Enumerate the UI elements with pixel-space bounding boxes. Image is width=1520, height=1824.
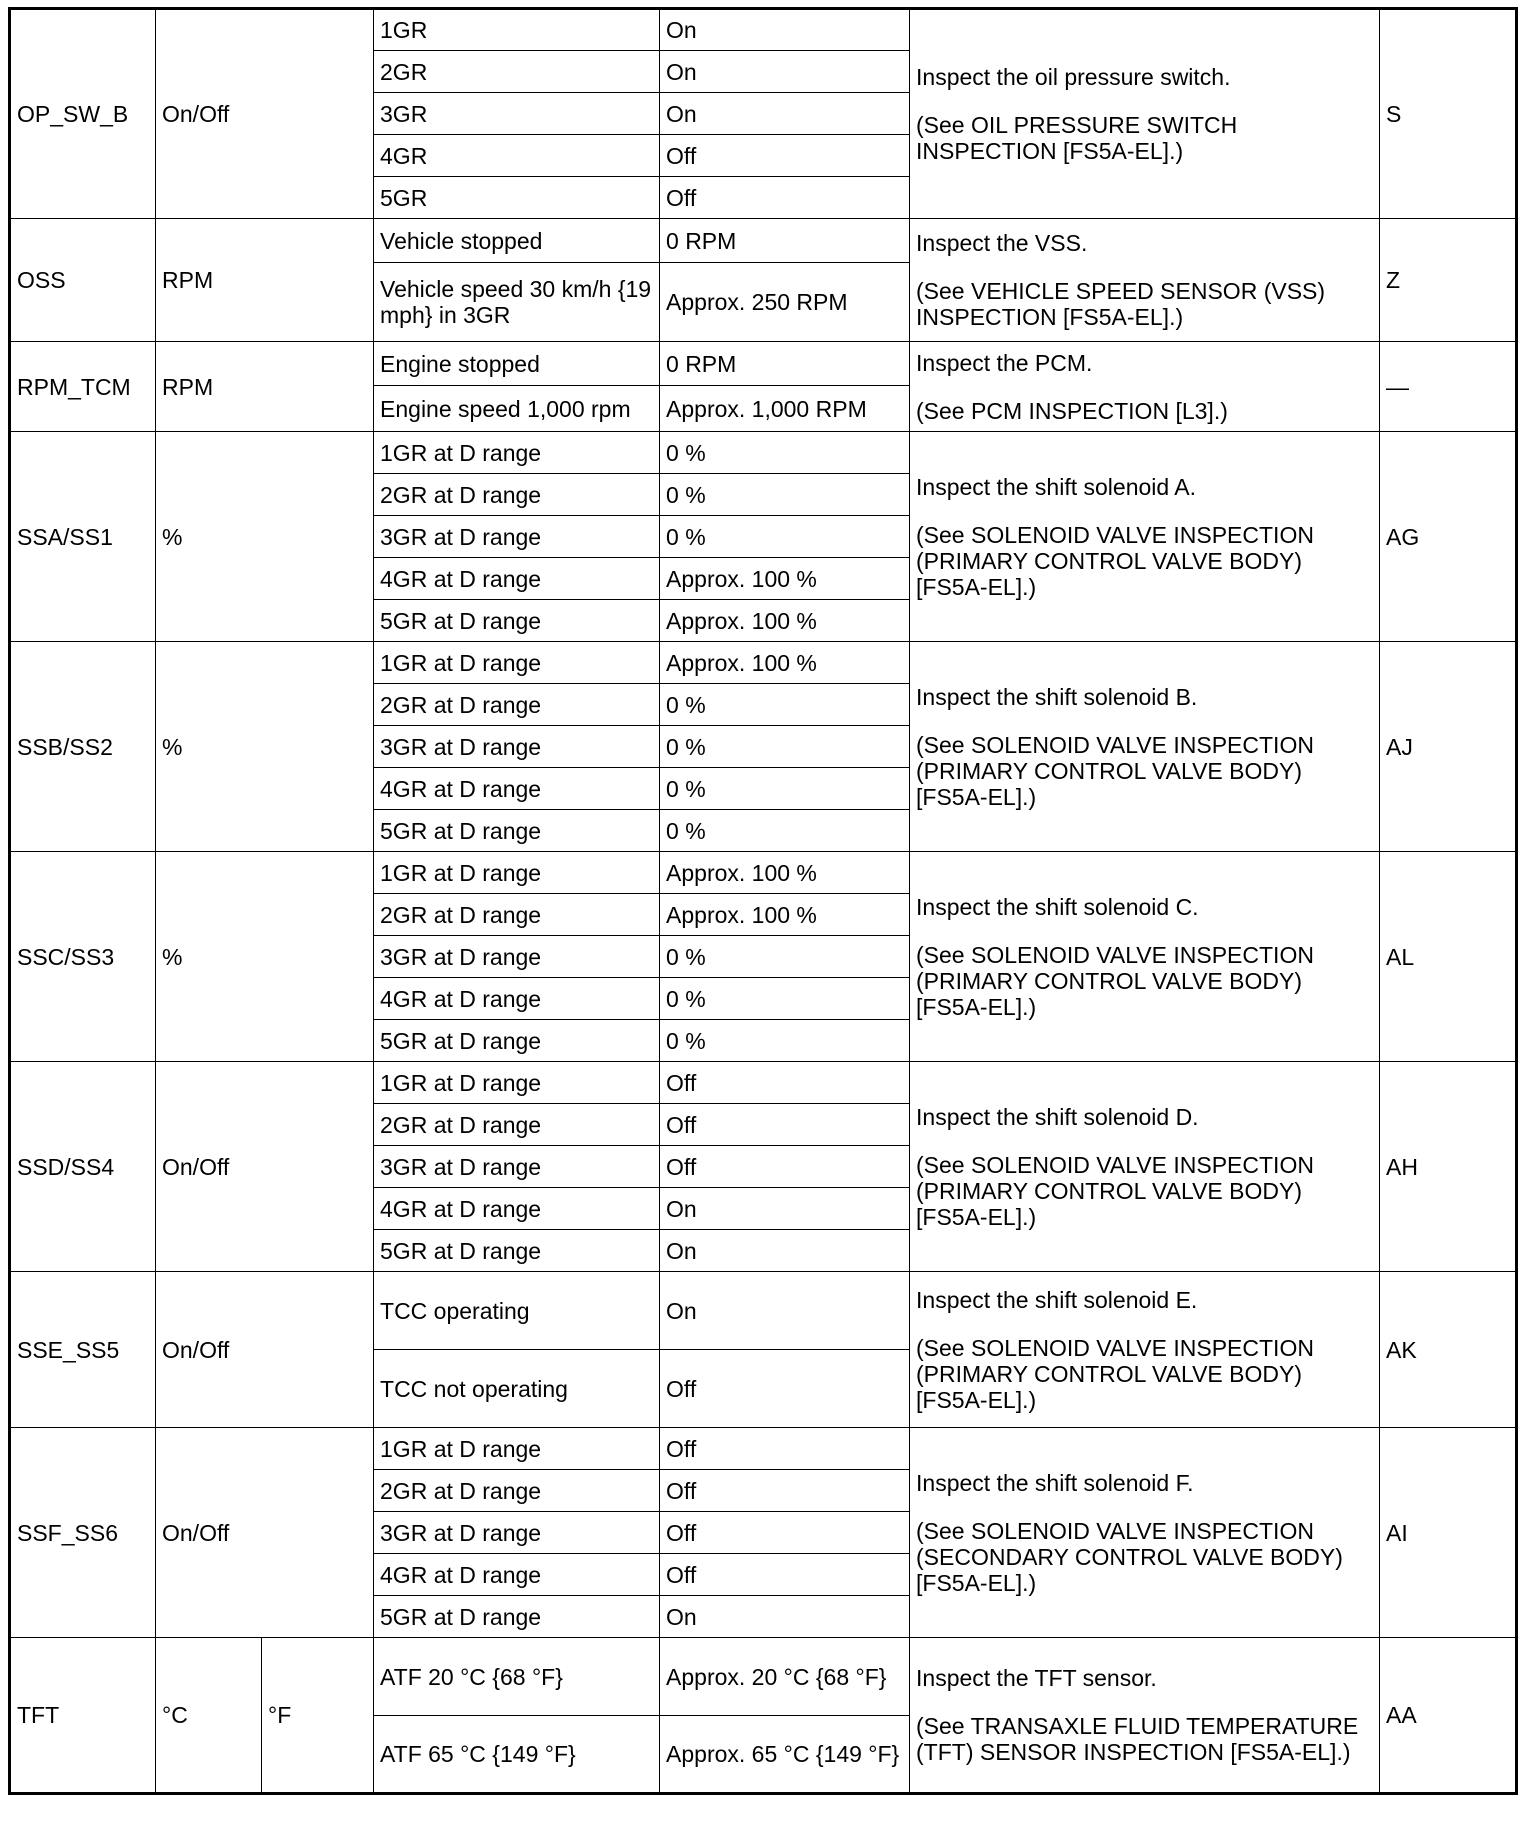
action-cell (910, 432, 1380, 642)
action-title: Inspect the VSS. (916, 230, 1088, 256)
value-cell: 0 % (660, 474, 910, 516)
action-cell (910, 1272, 1380, 1428)
condition-cell: 1GR at D range (374, 642, 660, 684)
value-cell: Approx. 100 % (660, 894, 910, 936)
condition-cell: 1GR at D range (374, 432, 660, 474)
condition-cell: 2GR at D range (374, 474, 660, 516)
action-reference: (See VEHICLE SPEED SENSOR (VSS) INSPECTION [FS5A-EL].) (916, 278, 1326, 330)
value-cell: On (660, 1230, 910, 1272)
monitor-item-table (8, 7, 1518, 1795)
value-cell: Off (660, 1104, 910, 1146)
condition-cell: 5GR at D range (374, 1230, 660, 1272)
condition-cell: 1GR (374, 9, 660, 51)
monitor-item-name: SSE_SS5 (10, 1272, 156, 1428)
terminal-cell: AA (1380, 1638, 1517, 1794)
action-reference: (See SOLENOID VALVE INSPECTION (PRIMARY CONTROL VALVE BODY) [FS5A-EL].) (916, 1151, 1314, 1230)
value-cell: Approx. 100 % (660, 852, 910, 894)
action-reference: (See SOLENOID VALVE INSPECTION (PRIMARY CONTROL VALVE BODY) [FS5A-EL].) (916, 1334, 1314, 1413)
unit-cell: On/Off (156, 1062, 374, 1272)
unit-cell: % (156, 852, 374, 1062)
condition-cell: 5GR at D range (374, 1596, 660, 1638)
action-reference: (See TRANSAXLE FLUID TEMPERATURE (TFT) SENSOR INSPECTION [FS5A-EL].) (916, 1713, 1359, 1765)
unit-cell: °C (156, 1638, 262, 1794)
action-title: Inspect the shift solenoid C. (916, 893, 1199, 920)
monitor-item-name: OSS (10, 219, 156, 342)
action-cell (910, 9, 1380, 219)
unit-cell: % (156, 642, 374, 852)
terminal-cell: AH (1380, 1062, 1517, 1272)
condition-cell: 4GR at D range (374, 1188, 660, 1230)
condition-cell: 3GR at D range (374, 936, 660, 978)
action-title: Inspect the shift solenoid A. (916, 473, 1197, 500)
terminal-cell: S (1380, 9, 1517, 219)
condition-cell: 5GR at D range (374, 1020, 660, 1062)
value-cell: 0 % (660, 810, 910, 852)
value-cell: Approx. 100 % (660, 642, 910, 684)
condition-cell: 3GR at D range (374, 1512, 660, 1554)
value-cell: 0 RPM (660, 219, 910, 263)
condition-cell: 2GR at D range (374, 894, 660, 936)
terminal-cell: — (1380, 342, 1517, 432)
monitor-item-name: SSA/SS1 (10, 432, 156, 642)
value-cell: Off (660, 1428, 910, 1470)
monitor-item-name: SSB/SS2 (10, 642, 156, 852)
value-cell: 0 % (660, 936, 910, 978)
value-cell: Off (660, 1062, 910, 1104)
value-cell: Approx. 20 °C {68 °F} (660, 1638, 910, 1716)
terminal-cell: AJ (1380, 642, 1517, 852)
condition-cell: Engine stopped (374, 342, 660, 386)
condition-cell: TCC operating (374, 1272, 660, 1350)
value-cell: Approx. 250 RPM (660, 263, 910, 342)
monitor-item-name: SSC/SS3 (10, 852, 156, 1062)
action-title: Inspect the shift solenoid F. (916, 1469, 1194, 1496)
value-cell: 0 RPM (660, 342, 910, 386)
action-reference: (See SOLENOID VALVE INSPECTION (PRIMARY CONTROL VALVE BODY) [FS5A-EL].) (916, 731, 1314, 810)
condition-cell: 2GR at D range (374, 1470, 660, 1512)
condition-cell: 2GR (374, 51, 660, 93)
value-cell: Off (660, 1350, 910, 1428)
condition-cell: 4GR (374, 135, 660, 177)
action-cell (910, 1062, 1380, 1272)
action-title: Inspect the shift solenoid D. (916, 1103, 1199, 1130)
unit-cell: On/Off (156, 1428, 374, 1638)
condition-cell: 5GR (374, 177, 660, 219)
value-cell: 0 % (660, 516, 910, 558)
action-cell (910, 219, 1380, 342)
value-cell: Off (660, 1146, 910, 1188)
value-cell: On (660, 51, 910, 93)
monitor-item-name: SSD/SS4 (10, 1062, 156, 1272)
condition-cell: 3GR at D range (374, 516, 660, 558)
condition-cell: ATF 65 °C {149 °F} (374, 1716, 660, 1794)
unit-cell: RPM (156, 219, 374, 342)
value-cell: On (660, 1272, 910, 1350)
table-row (10, 432, 1517, 474)
unit-cell: % (156, 432, 374, 642)
action-cell (910, 852, 1380, 1062)
monitor-item-name: OP_SW_B (10, 9, 156, 219)
table-row (10, 1428, 1517, 1470)
action-cell (910, 1638, 1380, 1794)
condition-cell: 4GR at D range (374, 768, 660, 810)
condition-cell: 1GR at D range (374, 1062, 660, 1104)
condition-cell: 4GR at D range (374, 1554, 660, 1596)
table-row (10, 642, 1517, 684)
value-cell: On (660, 93, 910, 135)
action-title: Inspect the shift solenoid E. (916, 1286, 1198, 1313)
table-row (10, 9, 1517, 51)
unit-cell: On/Off (156, 9, 374, 219)
condition-cell: 1GR at D range (374, 852, 660, 894)
value-cell: 0 % (660, 432, 910, 474)
action-title: Inspect the PCM. (916, 349, 1093, 376)
value-cell: On (660, 1596, 910, 1638)
action-title: Inspect the shift solenoid B. (916, 683, 1198, 710)
table-row (10, 342, 1517, 386)
value-cell: Off (660, 1554, 910, 1596)
value-cell: Approx. 65 °C {149 °F} (660, 1716, 910, 1794)
value-cell: 0 % (660, 684, 910, 726)
value-cell: Approx. 100 % (660, 558, 910, 600)
action-reference: (See OIL PRESSURE SWITCH INSPECTION [FS5A-EL].) (916, 112, 1238, 164)
action-reference: (See SOLENOID VALVE INSPECTION (PRIMARY CONTROL VALVE BODY) [FS5A-EL].) (916, 941, 1314, 1020)
table-row (10, 1062, 1517, 1104)
action-cell (910, 642, 1380, 852)
condition-cell: Vehicle speed 30 km/h {19 mph} in 3GR (374, 263, 660, 342)
action-reference: (See PCM INSPECTION [L3].) (916, 397, 1228, 424)
unit-cell: On/Off (156, 1272, 374, 1428)
monitor-item-name: SSF_SS6 (10, 1428, 156, 1638)
condition-cell: 3GR at D range (374, 726, 660, 768)
value-cell: 0 % (660, 978, 910, 1020)
terminal-cell: AI (1380, 1428, 1517, 1638)
action-cell (910, 1428, 1380, 1638)
condition-cell: ATF 20 °C {68 °F} (374, 1638, 660, 1716)
value-cell: Off (660, 177, 910, 219)
action-title: Inspect the oil pressure switch. (916, 64, 1231, 90)
condition-cell: 5GR at D range (374, 810, 660, 852)
condition-cell: 1GR at D range (374, 1428, 660, 1470)
condition-cell: 3GR (374, 93, 660, 135)
value-cell: Off (660, 1512, 910, 1554)
unit-cell: RPM (156, 342, 374, 432)
value-cell: 0 % (660, 768, 910, 810)
condition-cell: Vehicle stopped (374, 219, 660, 263)
table-row (10, 219, 1517, 263)
condition-cell: 4GR at D range (374, 558, 660, 600)
condition-cell: Engine speed 1,000 rpm (374, 386, 660, 432)
condition-cell: 3GR at D range (374, 1146, 660, 1188)
value-cell: On (660, 9, 910, 51)
condition-cell: 2GR at D range (374, 684, 660, 726)
table-row (10, 852, 1517, 894)
monitor-item-name: TFT (10, 1638, 156, 1794)
table-row (10, 1272, 1517, 1350)
value-cell: On (660, 1188, 910, 1230)
value-cell: Approx. 1,000 RPM (660, 386, 910, 432)
terminal-cell: AK (1380, 1272, 1517, 1428)
condition-cell: 2GR at D range (374, 1104, 660, 1146)
terminal-cell: AG (1380, 432, 1517, 642)
condition-cell: 5GR at D range (374, 600, 660, 642)
terminal-cell: AL (1380, 852, 1517, 1062)
condition-cell: 4GR at D range (374, 978, 660, 1020)
value-cell: 0 % (660, 1020, 910, 1062)
action-cell (910, 342, 1380, 432)
action-title: Inspect the TFT sensor. (916, 1665, 1157, 1691)
table-row (10, 1638, 1517, 1716)
unit-cell-secondary: °F (262, 1638, 374, 1794)
value-cell: 0 % (660, 726, 910, 768)
value-cell: Off (660, 135, 910, 177)
value-cell: Off (660, 1470, 910, 1512)
condition-cell: TCC not operating (374, 1350, 660, 1428)
action-reference: (See SOLENOID VALVE INSPECTION (SECONDARY CONTROL VALVE BODY) [FS5A-EL].) (916, 1517, 1343, 1596)
action-reference: (See SOLENOID VALVE INSPECTION (PRIMARY CONTROL VALVE BODY) [FS5A-EL].) (916, 521, 1314, 600)
terminal-cell: Z (1380, 219, 1517, 342)
value-cell: Approx. 100 % (660, 600, 910, 642)
monitor-item-name: RPM_TCM (10, 342, 156, 432)
